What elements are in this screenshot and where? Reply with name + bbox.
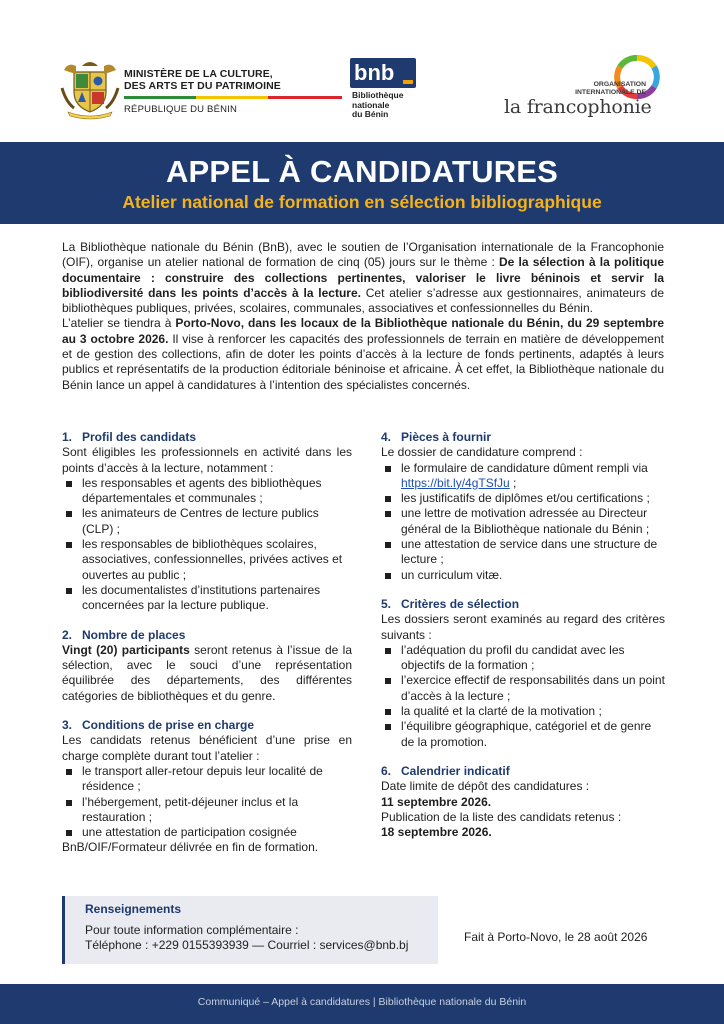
conditions-trailing: BnB/OIF/Formateur délivrée en fin de formation. [62,840,319,855]
contact-box [62,896,438,964]
intro-p2-location: Porto-Novo, dans les locaux de la Bibliothèque nationale du Bénin, du 29 septembre au 3 octobre 2026. [62,316,664,346]
publication-label: Publication de la liste des candidats retenus : [381,809,622,824]
section-calendrier [381,764,665,840]
section-title-text: Calendrier indicatif [401,763,510,778]
section-title [62,628,352,643]
section-pieces [381,430,665,583]
list-item: l’exercice effectif de responsabilités dans un point d’accès à la lecture ; [381,673,665,704]
section-intro: Le dossier de candidature comprend : [381,445,583,460]
section-intro: Les dossiers seront examinés au regard des critères suivants : [381,612,665,642]
list-item [381,461,665,492]
list-item: le transport aller-retour depuis leur localité de résidence ; [62,764,352,795]
bnb-line3: du Bénin [352,109,389,119]
deadline-label: Date limite de dépôt des candidatures : [381,779,590,794]
deadline-date: 11 septembre 2026. [381,794,492,809]
section-number: 5. [381,596,392,611]
ministry-name-line2: DES ARTS ET DU PATRIMOINE [124,80,281,92]
section-title-text: Profil des candidats [82,430,197,444]
list-item: la qualité et la clarté de la motivation ; [381,704,665,719]
bnb-subtitle [352,91,432,120]
section-title-text: Critères de sélection [401,596,520,611]
list-item: l’adéquation du profil du candidat avec les objectifs de la formation ; [381,643,665,674]
list-item: l’équilibre géographique, catégoriel et de genre de la promotion. [381,719,665,750]
criteres-list [381,643,665,750]
intro-text [62,240,664,393]
application-form-link[interactable]: https://bit.ly/4gTSfJu [401,475,510,490]
intro-p1-theme: De la sélection à la politique documentaire : construire des collections pertinentes, valoriser le livre béninois et servir la bibliodiversité dans les points d’accès à la lecture. [62,255,664,300]
places-text [62,643,352,704]
list-item: une lettre de motivation adressée au Directeur général de la Bibliothèque nationale du Bénin ; [381,506,665,537]
section-profil [62,430,352,614]
country-name: RÉPUBLIQUE DU BÉNIN [124,104,238,115]
bnb-mark [350,58,416,88]
right-column [381,430,665,854]
list-item: les documentalistes d’institutions partenaires concernées par la lecture publique. [62,583,352,614]
list-item: les responsables de bibliothèques scolaires, associatives, confessionnelles, privées actives et ouvertes au public ; [62,537,352,583]
bnb-logo [346,56,446,126]
profil-list [62,476,352,614]
footer [0,984,724,1024]
list-item: les justificatifs de diplômes et/ou certifications ; [381,491,665,506]
section-title [381,430,665,445]
section-title-text: Nombre de places [82,627,186,642]
section-intro: Les candidats retenus bénéficient d’une prise en charge complète durant tout l’atelier : [62,733,352,763]
publication-date: 18 septembre 2026. [381,825,492,840]
bnb-mark-text: bnb [354,60,395,85]
section-title [381,597,665,612]
oif-name: la francophonie [504,96,652,118]
section-title [62,718,352,733]
intro-p1-audience: Cet atelier s’adresse aux gestionnaires, animateurs de bibliothèques publiques, privées, scolaires, communales, associatives et confessionnelles du Bénin. [62,285,664,316]
section-number: 2. [62,627,73,642]
conditions-list [62,764,352,840]
section-number: 3. [62,718,73,733]
list-item: une attestation de participation cosignée [62,825,352,840]
contact-line2: Téléphone : +229 0155393939 — Courriel : services@bnb.bj [85,938,409,952]
footer-text: Communiqué – Appel à candidatures | Bibliothèque nationale du Bénin [197,996,527,1008]
flag-divider [124,96,342,99]
oif-org-line [536,81,646,97]
bnb-line1: Bibliothèque [352,90,404,100]
contact-title: Renseignements [85,902,182,916]
section-number: 6. [381,763,392,778]
ministry-name-line1: MINISTÈRE DE LA CULTURE, [124,68,273,80]
coat-of-arms-icon [60,58,120,120]
section-number: 1. [62,430,73,444]
bnb-line2: nationale [352,99,390,110]
list-item: l’hébergement, petit-déjeuner inclus et la restauration ; [62,795,352,826]
section-title [62,430,352,445]
places-description: seront retenus à l’issue de la sélection, avec le souci d’une représentation équilibrée des départements, des différentes catégories de bibliothèques et du genre. [62,642,352,703]
list-item: un curriculum vitæ. [381,568,665,583]
section-criteres [381,597,665,750]
section-title-text: Conditions de prise en charge [82,718,255,733]
section-title [381,764,665,779]
intro-p2-objectives: Il vise à renforcer les capacités des professionnels de terrain en matière de développement et de gestion des collections, afin de doter les points d’accès à la lecture de fonds pertinents, adaptés à leurs publics et représentatifs de la production éditoriale béninoise et africaine. À cet effet, la Bibliothèque nationale du Bénin lance un appel à candidatures à l’intention des spécialistes concernés. [62,331,664,392]
left-column [62,430,352,870]
oif-top-line1: ORGANISATION [593,81,646,88]
oif-top-line2: INTERNATIONALE DE [575,89,646,96]
section-number: 4. [381,430,392,444]
pieces-list [381,461,665,583]
section-title-text: Pièces à fournir [401,430,492,444]
intro-p2-text: L’atelier se tiendra à [62,316,176,331]
list-item: une attestation de service dans une structure de lecture ; [381,537,665,568]
ministry-logo [60,58,290,128]
page-subtitle: Atelier national de formation en sélection bibliographique [122,192,602,212]
list-item: les animateurs de Centres de lecture publics (CLP) ; [62,506,352,537]
intro-paragraph-2 [62,316,664,392]
places-count: Vingt (20) participants [62,642,190,657]
section-conditions [62,718,352,856]
title-banner [0,142,724,224]
section-places [62,628,352,704]
oif-logo [500,52,670,124]
bnb-accent-mark [403,80,413,84]
intro-p1-text: La Bibliothèque nationale du Bénin (BnB), avec le soutien de l’Organisation internationale de la Francophonie (OIF), organise un atelier national de formation de cinq (05) jours sur le thème : [62,240,664,270]
ministry-name [124,68,281,92]
intro-paragraph-1 [62,240,664,316]
page-title: APPEL À CANDIDATURES [165,154,559,189]
contact-line1: Pour toute information complémentaire : [85,923,299,937]
place-date: Fait à Porto-Novo, le 28 août 2026 [464,930,648,944]
form-item-text: le formulaire de candidature dûment rempli via [401,460,648,475]
header-logos [0,0,724,140]
list-item: les responsables et agents des bibliothèques départementales et communales ; [62,476,352,507]
section-intro: Sont éligibles les professionnels en activité dans les points d’accès à la lecture, notamment : [62,445,352,475]
form-item-end: ; [509,475,517,490]
